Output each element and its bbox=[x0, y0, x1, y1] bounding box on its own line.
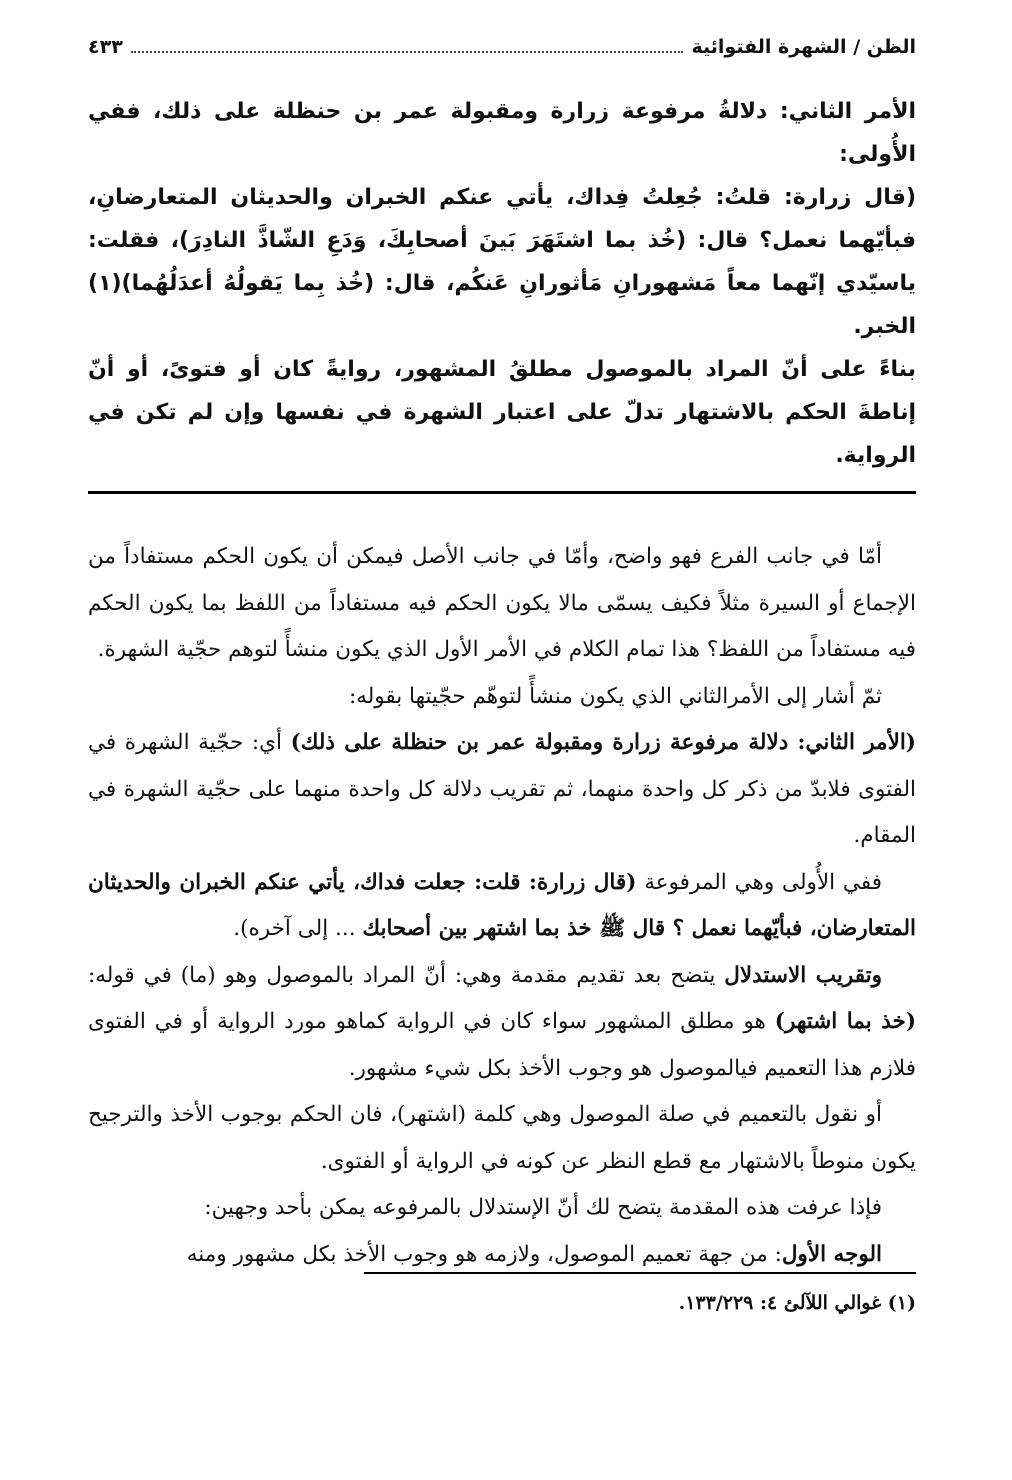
page-number: ٤٣٣ bbox=[88, 36, 123, 58]
commentary-paragraph: وتقريب الاستدلال يتضح بعد تقديم مقدمة وهي: أنّ المراد بالموصول وهو (ما) في قوله: (خذ بما اشتهر) هو مطلق المشهور سواء كان في الرواية كماهو مورد الرواية أو في الفتوى فلازم هذا التعميم فيالموصول هو وجوب الأخذ بكل شيء مشهور. bbox=[88, 962, 916, 1081]
term-heading: وتقريب الاستدلال bbox=[724, 962, 882, 988]
commentary-paragraph: الوجه الأول: من جهة تعميم الموصول، ولازمه هو وجوب الأخذ بكل مشهور ومنه bbox=[186, 1241, 882, 1267]
footnote-divider bbox=[364, 1272, 916, 1274]
commentary-text bbox=[88, 534, 916, 1278]
running-header bbox=[88, 36, 916, 70]
book-page bbox=[88, 36, 916, 1314]
matn-paragraph: الأمر الثاني: دلالةُ مرفوعة زرارة ومقبولة عمر بن حنظلة على ذلك، ففي الأُولى: bbox=[88, 99, 916, 167]
section-divider bbox=[88, 491, 916, 494]
quoted-text: (قال زرارة: قلت: جعلت فداك، يأتي عنكم الخبران والحديثان المتعارضان، فبأيّهما نعمل ؟ قال ﷺ خذ بما اشتهر بين أصحابك bbox=[88, 869, 916, 941]
quoted-text: (خذ بما اشتهر) bbox=[774, 1009, 916, 1034]
commentary-paragraph: فإذا عرفت هذه المقدمة يتضح لك أنّ الإستدلال بالمرفوعه يمكن بأحد وجهين: bbox=[204, 1195, 882, 1220]
matn-paragraph: بناءً على أنّ المراد بالموصول مطلقُ المشهور، روايةً كان أو فتوىً، أو أنّ إناطةَ الحكم بالاشتهار تدلّ على اعتبار الشهرة في نفسها وإن لم تكن في الرواية. bbox=[88, 357, 916, 468]
term-heading: الوجه الأول bbox=[781, 1241, 882, 1267]
commentary-paragraph: أمّا في جانب الفرع فهو واضح، وأمّا في جانب الأصل فيمكن أن يكون الحكم مستفاداً من الإجماع أو السيرة مثلاً فكيف يسمّى مالا يكون الحكم فيه مستفاداً من اللفظ بما يكون الحكم فيه مستفاداً من اللفظ؟ هذا تمام الكلام في الأمر الأول الذي يكون منشأً لتوهم حجّية الشهرة. bbox=[88, 544, 916, 662]
matn-paragraph: (قال زرارة: قلتُ: جُعِلتُ فِداك، يأتي عنكم الخبران والحديثان المتعارضانِ، فبأيّهما نعمل؟ قال: (خُذ بما اشتَهَرَ بَينَ أصحابِكَ، وَدَعِ الشّاذَّ النادِرَ)، فقلت: ياسيّدي إنّهما معاً مَشهورانِ مَأثورانِ عَنكُم، قال: (خُذ بِما يَقولُهُ أعدَلُهُما)(١) الخبر. bbox=[88, 185, 916, 339]
main-text bbox=[88, 90, 916, 477]
commentary-paragraph: ففي الأُولى وهي المرفوعة (قال زرارة: قلت: جعلت فداك، يأتي عنكم الخبران والحديثان المتعارضان، فبأيّهما نعمل ؟ قال ﷺ خذ بما اشتهر بين أصحابك ... إلى آخره). bbox=[88, 869, 916, 941]
commentary-paragraph: ثمّ أشار إلى الأمرالثاني الذي يكون منشأً لتوهّم حجّيتها بقوله: bbox=[348, 683, 882, 709]
header-leader-dots bbox=[131, 51, 684, 53]
commentary-paragraph: أو نقول بالتعميم في صلة الموصول وهي كلمة (اشتهر)، فان الحكم بوجوب الأخذ والترجيح يكون منوطاً بالاشتهار مع قطع النظر عن كونه في الرواية أو الفتوى. bbox=[88, 1102, 916, 1174]
header-title: الظن / الشهرة الفتوائية bbox=[691, 36, 916, 58]
footnote: (١) غوالي اللآلئ ٤: ١٣٣/٢٢٩. bbox=[678, 1292, 916, 1314]
commentary-paragraph: (الأمر الثاني: دلالة مرفوعة زرارة ومقبولة عمر بن حنظلة على ذلك) أي: حجّية الشهرة في الفتوى فلابدّ من ذكر كل واحدة منهما، ثم تقريب دلالة كل واحدة منهما على حجّية الشهرة في المقام. bbox=[88, 730, 916, 848]
quoted-text: (الأمر الثاني: دلالة مرفوعة زرارة ومقبولة عمر بن حنظلة على ذلك) bbox=[290, 730, 916, 755]
